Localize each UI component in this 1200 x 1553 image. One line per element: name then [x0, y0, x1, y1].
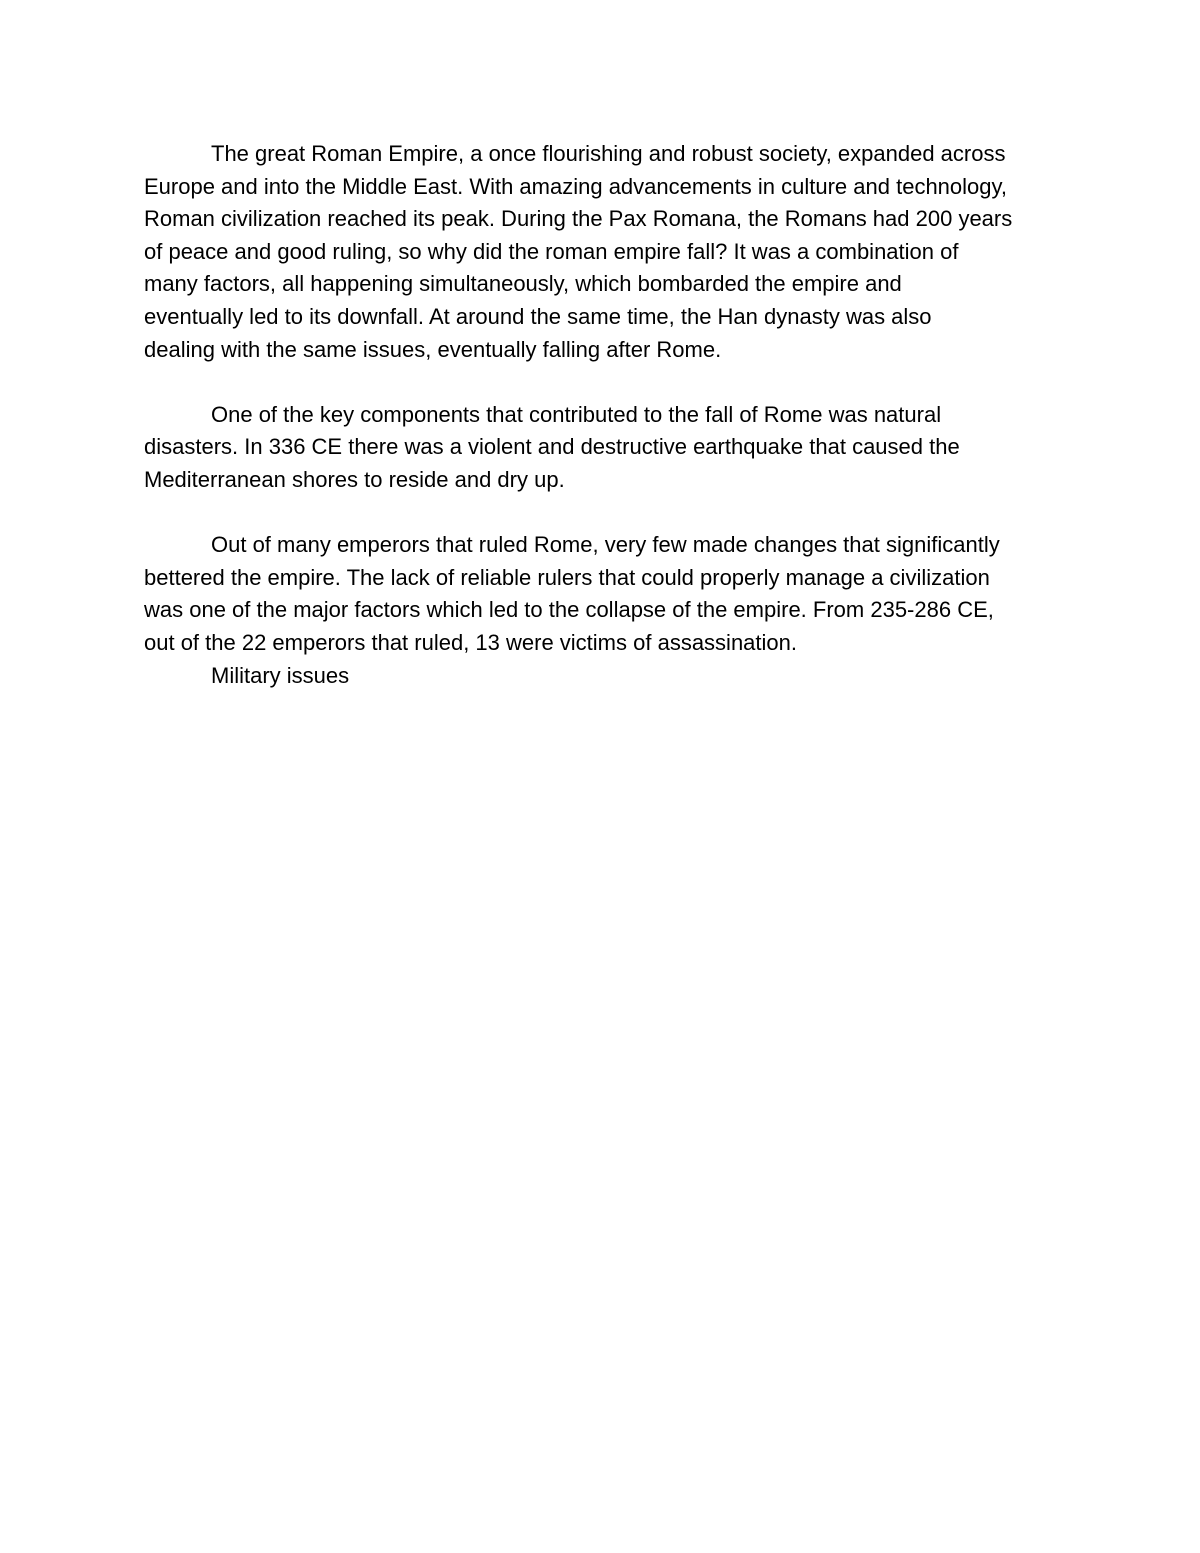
text-line: bettered the empire. The lack of reliable rulers that could properly manage a civilization — [144, 564, 990, 590]
text-line: The great Roman Empire, a once flourishing and robust society, expanded across — [211, 141, 1006, 166]
text-line: dealing with the same issues, eventually falling after Rome. — [144, 336, 722, 362]
text-line: Europe and into the Middle East. With amazing advancements in culture and technology, — [144, 173, 1007, 199]
paragraph-spacer — [144, 366, 1064, 399]
text-line: One of the key components that contributed to the fall of Rome was natural — [211, 401, 942, 427]
text-line: Mediterranean shores to reside and dry up. — [144, 466, 565, 492]
text-line: Military issues — [211, 662, 350, 688]
text-line: Roman civilization reached its peak. During the Pax Romana, the Romans had 200 years — [144, 206, 1013, 232]
document-body — [144, 138, 1064, 692]
text-line: was one of the major factors which led to the collapse of the empire. From 235-286 CE, — [144, 597, 994, 623]
text-line: out of the 22 emperors that ruled, 13 were victims of assassination. — [144, 629, 797, 655]
paragraph-intro — [144, 138, 1064, 366]
text-line: Out of many emperors that ruled Rome, very few made changes that significantly — [211, 532, 1000, 558]
text-line: of peace and good ruling, so why did the roman empire fall? It was a combination of — [144, 238, 959, 264]
text-line: eventually led to its downfall. At around the same time, the Han dynasty was also — [144, 303, 932, 329]
text-line: disasters. In 336 CE there was a violent and destructive earthquake that caused the — [144, 434, 960, 460]
paragraph-spacer — [144, 497, 1064, 530]
paragraph-military — [144, 660, 1064, 693]
paragraph-emperors — [144, 529, 1064, 659]
paragraph-natural-disasters — [144, 399, 1064, 497]
text-line: many factors, all happening simultaneously, which bombarded the empire and — [144, 271, 902, 297]
